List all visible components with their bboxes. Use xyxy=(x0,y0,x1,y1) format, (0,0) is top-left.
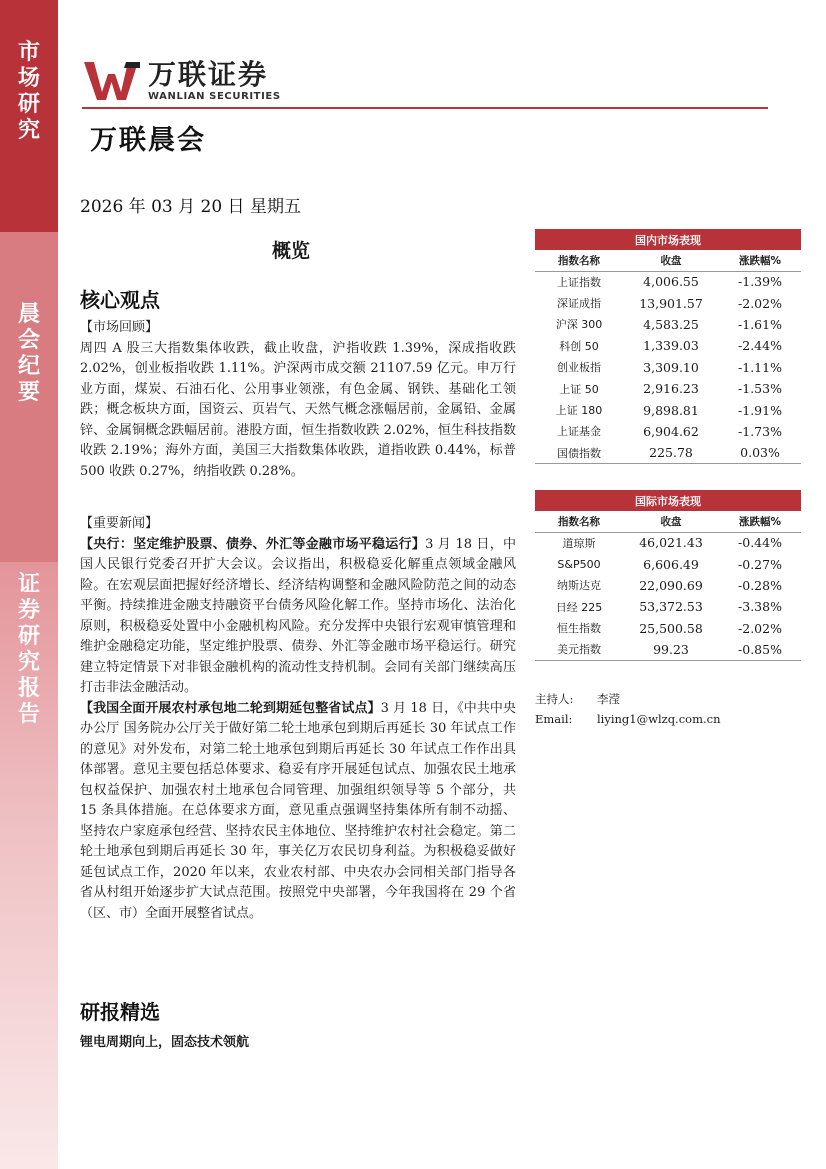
close-value: 225.78 xyxy=(623,442,719,463)
news-tag: 【重要新闻】 xyxy=(80,516,159,531)
close-value: 4,006.55 xyxy=(643,274,699,290)
close-value: 46,021.43 xyxy=(639,535,703,551)
logo-chinese-name: 万联证券 xyxy=(148,58,269,91)
international-table-title: 国际市场表现 xyxy=(535,490,801,511)
index-name: 沪深 300 xyxy=(555,318,603,332)
change-value: -0.27% xyxy=(738,556,782,572)
index-name: 上证指数 xyxy=(557,275,601,289)
overview-heading: 概览 xyxy=(272,240,311,262)
news-headline: 【我国全面开展农村承包地二轮到期延包整省试点】 xyxy=(80,700,381,716)
host-label: 主持人: xyxy=(535,692,574,706)
core-views-heading: 核心观点 xyxy=(80,288,160,312)
sidebar-bottom-label: 证券研究报告 xyxy=(17,572,40,727)
close-value: 13,901.57 xyxy=(639,295,703,311)
news-body: 3 月 18 日，中国人民银行党委召开扩大会议。会议指出，积极稳妥化解重点领域金融风险。在宏观层面把握好经济增长、经济结构调整和金融风险防范之间的动态平衡。持续推进金融支持融资平台债务风险化解工作。坚持市场化、法治化原则，积极稳妥处置中小金融机构风险。充分发挥中央银行宏观审慎管理和维护金融稳定功能，坚定维护股票、债券、外汇等金融市场平稳运行。研究建立特定情景下对非银金融机构的流动性支持机制。会同有关部门继续高压打击非法金融活动。 xyxy=(80,536,516,695)
sidebar-mid-block xyxy=(0,232,58,562)
sidebar-top-block xyxy=(0,0,58,232)
index-name: 科创 50 xyxy=(559,339,599,353)
header-divider xyxy=(82,107,768,109)
news-item xyxy=(80,699,516,925)
news-headline: 【央行：坚定维护股票、债券、外汇等金融市场平稳运行】 xyxy=(80,536,426,552)
change-value: 0.03% xyxy=(719,442,801,463)
index-name: 恒生指数 xyxy=(557,622,601,636)
research-heading: 研报精选 xyxy=(80,1000,160,1024)
close-value: 6,904.62 xyxy=(643,423,699,439)
news-item xyxy=(80,535,516,699)
close-value: 2,916.23 xyxy=(643,381,699,397)
close-value: 6,606.49 xyxy=(643,556,699,572)
close-value: 53,372.53 xyxy=(639,599,703,615)
market-review-tag: 【市场回顾】 xyxy=(80,320,159,335)
table-row xyxy=(535,618,801,639)
change-value: -2.02% xyxy=(738,620,782,636)
table-row xyxy=(535,271,801,292)
wanlian-logo-icon xyxy=(82,58,142,104)
close-value: 99.23 xyxy=(623,639,719,660)
change-value: -3.38% xyxy=(738,599,782,615)
index-name: 上证 180 xyxy=(555,404,603,418)
close-value: 3,309.10 xyxy=(643,359,699,375)
news-body: 3 月 18 日，《中共中央办公厅 国务院办公厅关于做好第二轮土地承包到期后再延长 30 年试点工作的意见》对外发布，对第二轮土地承包到期后再延长 30 年试点工作作出具体部署。意见主要包括总体要求、稳妥有序开展延包试点、加强农民土地承包权益保护、加强农村土地承包合同管理、加强组织领导等 5 个部分，共 15 条具体措施。在总体要求方面，意见重点强调坚持集体所有制不动摇、坚持农户家庭承包经营、坚持农民主体地位、坚持维护农村社会稳定。第二轮土地承包到期后再延长 30 年，事关亿万农民切身利益。为积极稳妥做好延包试点工作，2020 年以来，农业农村部、中央农办会同相关部门指导各省从村组开始逐步扩大试点范围。按照党中央部署，今年我国将在 29 个省（区、市）全面开展整省试点。 xyxy=(80,700,516,921)
table-row xyxy=(535,553,801,574)
logo-english-name: WANLIAN SECURITIES xyxy=(148,91,281,102)
column-header: 涨跌幅% xyxy=(719,511,801,532)
change-value: -1.39% xyxy=(738,274,782,290)
domestic-market-table xyxy=(535,229,801,464)
index-name: 道琼斯 xyxy=(562,536,596,550)
change-value: -2.44% xyxy=(738,338,782,354)
change-value: -2.02% xyxy=(738,295,782,311)
report-date: 2026 年 03 月 20 日 星期五 xyxy=(80,197,301,217)
change-value: -1.53% xyxy=(738,381,782,397)
index-name: 纳斯达克 xyxy=(557,579,601,593)
market-review-section xyxy=(80,318,516,482)
report-title: 万联晨会 xyxy=(90,125,206,156)
change-value: -0.44% xyxy=(738,535,782,551)
table-row xyxy=(535,532,801,553)
email-label: Email: xyxy=(535,712,573,726)
table-row xyxy=(535,639,801,660)
sidebar-mid-label: 晨会纪要 xyxy=(17,302,40,405)
sidebar-bottom-block xyxy=(0,562,58,1169)
table-row xyxy=(535,421,801,442)
close-value: 25,500.58 xyxy=(639,620,703,636)
table-row xyxy=(535,357,801,378)
index-name: 上证基金 xyxy=(557,425,601,439)
news-section xyxy=(80,514,516,924)
index-name: 日经 225 xyxy=(555,600,603,614)
index-name: S&P500 xyxy=(557,557,601,571)
change-value: -1.11% xyxy=(738,359,782,375)
email-line xyxy=(535,712,721,726)
column-header: 收盘 xyxy=(623,250,719,271)
sidebar-top-label: 市场研究 xyxy=(17,40,40,143)
host-name: 李滢 xyxy=(597,692,620,706)
table-row xyxy=(535,378,801,399)
change-value: -1.61% xyxy=(738,316,782,332)
index-name: 深证成指 xyxy=(557,297,601,311)
email-address[interactable]: liying1@wlzq.com.cn xyxy=(597,712,721,726)
change-value: -1.91% xyxy=(738,402,782,418)
table-row xyxy=(535,335,801,356)
table-row xyxy=(535,442,801,463)
change-value: -0.28% xyxy=(738,577,782,593)
domestic-table-title: 国内市场表现 xyxy=(535,229,801,250)
research-headline: 锂电周期向上，固态技术领航 xyxy=(80,1035,250,1050)
company-logo xyxy=(82,56,281,106)
index-name: 上证 50 xyxy=(559,382,599,396)
close-value: 4,583.25 xyxy=(643,316,699,332)
table-row xyxy=(535,314,801,335)
index-name: 创业板指 xyxy=(557,361,601,375)
market-review-text: 周四 A 股三大指数集体收跌，截止收盘，沪指收跌 1.39%，深成指收跌 2.02%，创业板指收跌 1.11%。沪深两市成交额 21107.59 亿元。申万行业方面，煤炭、石油石化、公用事业领涨，有色金属、钢铁、基础化工领跌；概念板块方面，国资云、页岩气、天然气概念涨幅居前，金属铅、金属锌、金属铜概念跌幅居前。港股方面，恒生指数收跌 2.02%，恒生科技指数收跌 2.19%；海外方面，美国三大指数集体收跌，道指收跌 0.44%，标普 500 收跌 0.27%，纳指收跌 0.28%。 xyxy=(80,340,516,479)
table-row xyxy=(535,596,801,617)
host-line xyxy=(535,691,620,707)
table-row xyxy=(535,399,801,420)
change-value: -0.85% xyxy=(719,639,801,660)
international-market-table xyxy=(535,490,801,661)
column-header: 指数名称 xyxy=(535,250,623,271)
close-value: 22,090.69 xyxy=(639,577,703,593)
index-name: 国债指数 xyxy=(535,442,623,463)
index-name: 美元指数 xyxy=(535,639,623,660)
close-value: 1,339.03 xyxy=(643,338,699,354)
column-header: 涨跌幅% xyxy=(719,250,801,271)
change-value: -1.73% xyxy=(738,423,782,439)
column-header: 收盘 xyxy=(623,511,719,532)
column-header: 指数名称 xyxy=(535,511,623,532)
left-sidebar xyxy=(0,0,58,1169)
table-row xyxy=(535,575,801,596)
table-row xyxy=(535,292,801,313)
close-value: 9,898.81 xyxy=(643,402,699,418)
